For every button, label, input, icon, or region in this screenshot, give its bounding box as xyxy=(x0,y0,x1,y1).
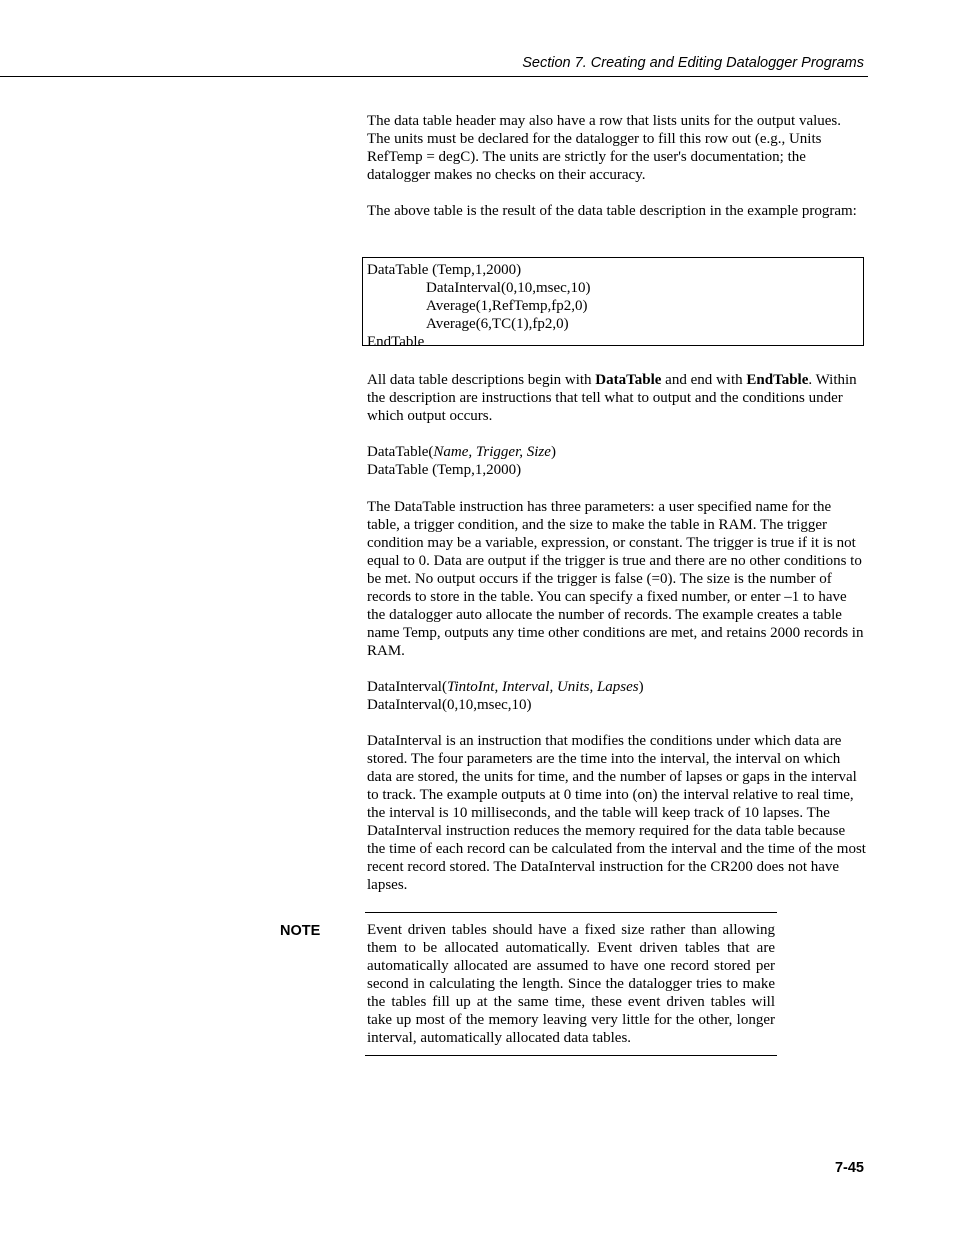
syntax-example: DataTable (Temp,1,2000) xyxy=(367,462,522,478)
paragraph-text: The DataTable instruction has three parameters: a user specified name for the table, a trigger condition, and the size to make the table in RAM. The trigger condition may be a variable, expression, or constant. The trigger is true if it is not equal to 0. Data are output if the trigger is true and there are no other conditions to be met. No output occurs if the trigger is false (=0). The size is the number of records to store in the table. You can specify a fixed number, or enter –1 to have the datalogger auto allocate the number of records. The example creates a table name Temp, outputs any time other conditions are met, and retains 2000 records in RAM. xyxy=(367,499,864,659)
function-close: ) xyxy=(638,679,644,695)
note-bottom-rule xyxy=(365,1055,777,1056)
note-text: Event driven tables should have a fixed size rather than allowing them to be allocated automatically. Event driven tables that are automatically allocated are assumed to have one record stored per second in calculating the length. Since the datalogger tries to make the tables fill up at the same time, these event driven tables will take up most of the memory leaving very little for the other, longer interval, automatically allocated data tables. xyxy=(367,922,775,1046)
header-rule xyxy=(0,76,868,77)
syntax-line xyxy=(367,443,867,461)
note-top-rule xyxy=(365,912,777,913)
datatable-syntax xyxy=(367,443,867,479)
paragraph-text: The data table header may also have a row that lists units for the output values. The units must be declared for the datalogger to fill this row out (e.g., Units RefTemp = degC). The units are strictly for the user's documentation; the datalogger makes no checks on their accuracy. xyxy=(367,113,842,183)
paragraph-description-begin xyxy=(367,371,867,425)
text-run: . Within the description are instructions that tell what to output and the conditions under which output occurs. xyxy=(367,372,857,424)
paragraph-text xyxy=(367,371,867,425)
code-line: DataInterval(0,10,msec,10) xyxy=(426,280,591,296)
datainterval-syntax xyxy=(367,678,867,714)
syntax-example: DataInterval(0,10,msec,10) xyxy=(367,697,532,713)
page-number: 7-45 xyxy=(834,1160,864,1176)
text-run: and end with xyxy=(661,372,747,388)
paragraph-datatable-params xyxy=(367,498,867,660)
function-name: DataTable( xyxy=(367,444,434,460)
code-line: EndTable xyxy=(367,334,425,350)
function-name: DataInterval( xyxy=(367,679,447,695)
paragraph-text: DataInterval is an instruction that modifies the conditions under which data are stored. The four parameters are the time into the interval, the interval on which data are stored, the units for time, and the number of lapses or gaps in the interval to track. The example outputs at 0 time into (on) the interval relative to real time, the interval is 10 milliseconds, and the table will keep track of 10 lapses. The DataInterval instruction reduces the memory required for the data table because the time of each record can be calculated from the interval and the time of the most recent record stored. The DataInterval instruction for the CR200 does not have lapses. xyxy=(367,733,866,893)
function-args: TintoInt, Interval, Units, Lapses xyxy=(446,679,639,695)
code-example-box xyxy=(362,257,864,350)
text-run: All data table descriptions begin with xyxy=(367,372,596,388)
function-args: Name, Trigger, Size xyxy=(433,444,551,460)
keyword-datatable: DataTable xyxy=(595,372,662,388)
code-line: DataTable (Temp,1,2000) xyxy=(367,262,522,278)
keyword-endtable: EndTable xyxy=(746,372,809,388)
paragraph-text: The above table is the result of the data table description in the example program: xyxy=(367,203,857,219)
paragraph-units-row xyxy=(367,112,867,184)
syntax-line xyxy=(367,678,867,696)
paragraph-datainterval-desc xyxy=(367,732,867,894)
paragraph-above-table xyxy=(367,202,867,220)
note-label: NOTE xyxy=(280,923,321,939)
code-line: Average(6,TC(1),fp2,0) xyxy=(426,316,569,332)
code-line: Average(1,RefTemp,fp2,0) xyxy=(426,298,588,314)
section-header: Section 7. Creating and Editing Datalogger Programs xyxy=(522,55,864,71)
function-close: ) xyxy=(550,444,556,460)
